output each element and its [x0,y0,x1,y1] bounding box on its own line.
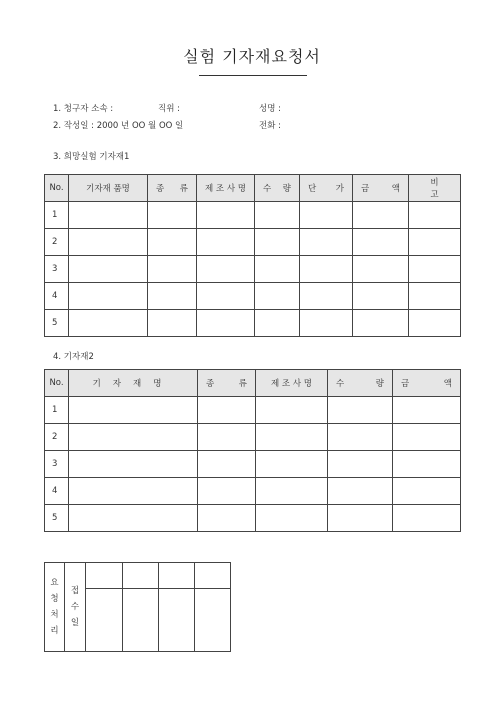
equipment-table-1 [44,174,461,337]
cell[interactable] [198,478,256,505]
col-item-name: 기자재명 [69,370,198,397]
cell[interactable] [300,229,353,256]
cell[interactable] [69,424,198,451]
approval-cell[interactable] [159,563,195,589]
section4-heading: 4. 기자재2 [53,352,94,362]
row-number: 1 [45,202,69,229]
processing-label [45,563,65,652]
cell[interactable] [300,202,353,229]
col-type-b: 류 [238,379,247,389]
cell[interactable] [328,478,393,505]
table-row [45,397,461,424]
cell[interactable] [300,310,353,337]
date-label: 2. 작성일 : 2000 년 OO 월 OO 일 [53,121,184,131]
table-row [45,478,461,505]
col-type-a: 종 [206,379,215,389]
row-number: 4 [45,283,69,310]
cell[interactable] [255,310,300,337]
cell[interactable] [353,310,409,337]
row-number: 2 [45,229,69,256]
cell[interactable] [148,229,197,256]
row-number: 1 [45,397,69,424]
page-title: 실험 기자재요청서 [183,47,321,66]
cell[interactable] [393,424,461,451]
cell[interactable] [393,397,461,424]
cell[interactable] [255,283,300,310]
equipment-table-2 [44,369,461,532]
cell[interactable] [148,202,197,229]
cell[interactable] [353,283,409,310]
cell[interactable] [300,283,353,310]
request-processing-box [44,562,231,652]
cell[interactable] [198,424,256,451]
cell[interactable] [198,397,256,424]
row-number: 5 [45,505,69,532]
requester-dept-label: 1. 청구자 소속 : [53,104,114,114]
cell[interactable] [197,202,255,229]
received-date-label [65,563,86,652]
col-qty [328,370,393,397]
col-price-b: 가 [335,184,344,194]
phone-label: 전화 : [259,121,281,131]
cell[interactable] [197,229,255,256]
cell[interactable] [328,397,393,424]
cell[interactable] [328,451,393,478]
table-row [45,229,461,256]
approval-cell[interactable] [195,589,231,652]
cell[interactable] [300,256,353,283]
col-maker: 제 조 사 명 [256,370,328,397]
cell[interactable] [69,202,148,229]
cell[interactable] [69,451,198,478]
cell[interactable] [197,256,255,283]
cell[interactable] [393,451,461,478]
cell[interactable] [69,478,198,505]
cell[interactable] [256,424,328,451]
section3-heading: 3. 희망실험 기자재1 [53,152,130,162]
col-qty-a: 수 [336,379,345,389]
col-type-a: 종 [156,184,165,194]
cell[interactable] [198,505,256,532]
cell[interactable] [69,283,148,310]
col-item-name: 기자재 품명 [69,175,148,202]
col-unit-price [300,175,353,202]
approval-cell[interactable] [159,589,195,652]
cell[interactable] [328,505,393,532]
cell[interactable] [148,310,197,337]
received-date-text: 접수일 [70,586,80,628]
cell[interactable] [328,424,393,451]
col-qty-b: 량 [375,379,384,389]
table-row [45,451,461,478]
cell[interactable] [409,202,461,229]
cell[interactable] [69,229,148,256]
approval-cell[interactable] [86,563,123,589]
cell[interactable] [197,283,255,310]
cell[interactable] [255,229,300,256]
col-amount [353,175,409,202]
row-number: 4 [45,478,69,505]
approval-cell[interactable] [123,563,159,589]
cell[interactable] [256,505,328,532]
cell[interactable] [353,256,409,283]
cell[interactable] [393,478,461,505]
cell[interactable] [198,451,256,478]
position-label: 직위 : [158,104,180,114]
col-amount-a: 금 [401,379,410,389]
cell[interactable] [69,505,198,532]
row-number: 3 [45,451,69,478]
approval-cell[interactable] [86,589,123,652]
col-maker: 제 조 사 명 [197,175,255,202]
table-row [45,505,461,532]
cell[interactable] [393,505,461,532]
col-qty-a: 수 [263,184,272,194]
col-type [148,175,197,202]
col-amount [393,370,461,397]
row-number: 3 [45,256,69,283]
cell[interactable] [69,256,148,283]
table-row [45,283,461,310]
table-row [45,310,461,337]
col-amount-b: 액 [443,379,452,389]
cell[interactable] [148,283,197,310]
cell[interactable] [69,397,198,424]
cell[interactable] [256,451,328,478]
cell[interactable] [353,229,409,256]
col-price-a: 단 [308,184,317,194]
row-number: 5 [45,310,69,337]
col-amount-a: 금 [361,184,370,194]
cell[interactable] [148,256,197,283]
col-amount-b: 액 [391,184,400,194]
col-qty-b: 량 [282,184,291,194]
cell[interactable] [409,229,461,256]
cell[interactable] [409,256,461,283]
col-no: No. [45,175,69,202]
cell[interactable] [256,478,328,505]
row-number: 2 [45,424,69,451]
approval-cell[interactable] [123,589,159,652]
cell[interactable] [409,310,461,337]
col-note [409,175,461,202]
cell[interactable] [256,397,328,424]
col-qty [255,175,300,202]
name-label: 성명 : [259,104,281,114]
col-type [198,370,256,397]
cell[interactable] [353,202,409,229]
col-type-b: 류 [179,184,188,194]
cell[interactable] [255,202,300,229]
table-row [45,256,461,283]
cell[interactable] [197,310,255,337]
approval-cell[interactable] [195,563,231,589]
cell[interactable] [409,283,461,310]
table-row [45,424,461,451]
col-note-a: 비 [430,178,439,188]
col-note-b: 고 [430,190,439,200]
col-no: No. [45,370,69,397]
cell[interactable] [255,256,300,283]
title-underline [199,75,307,76]
processing-label-text: 요청처리 [50,578,59,636]
cell[interactable] [69,310,148,337]
table-row [45,202,461,229]
